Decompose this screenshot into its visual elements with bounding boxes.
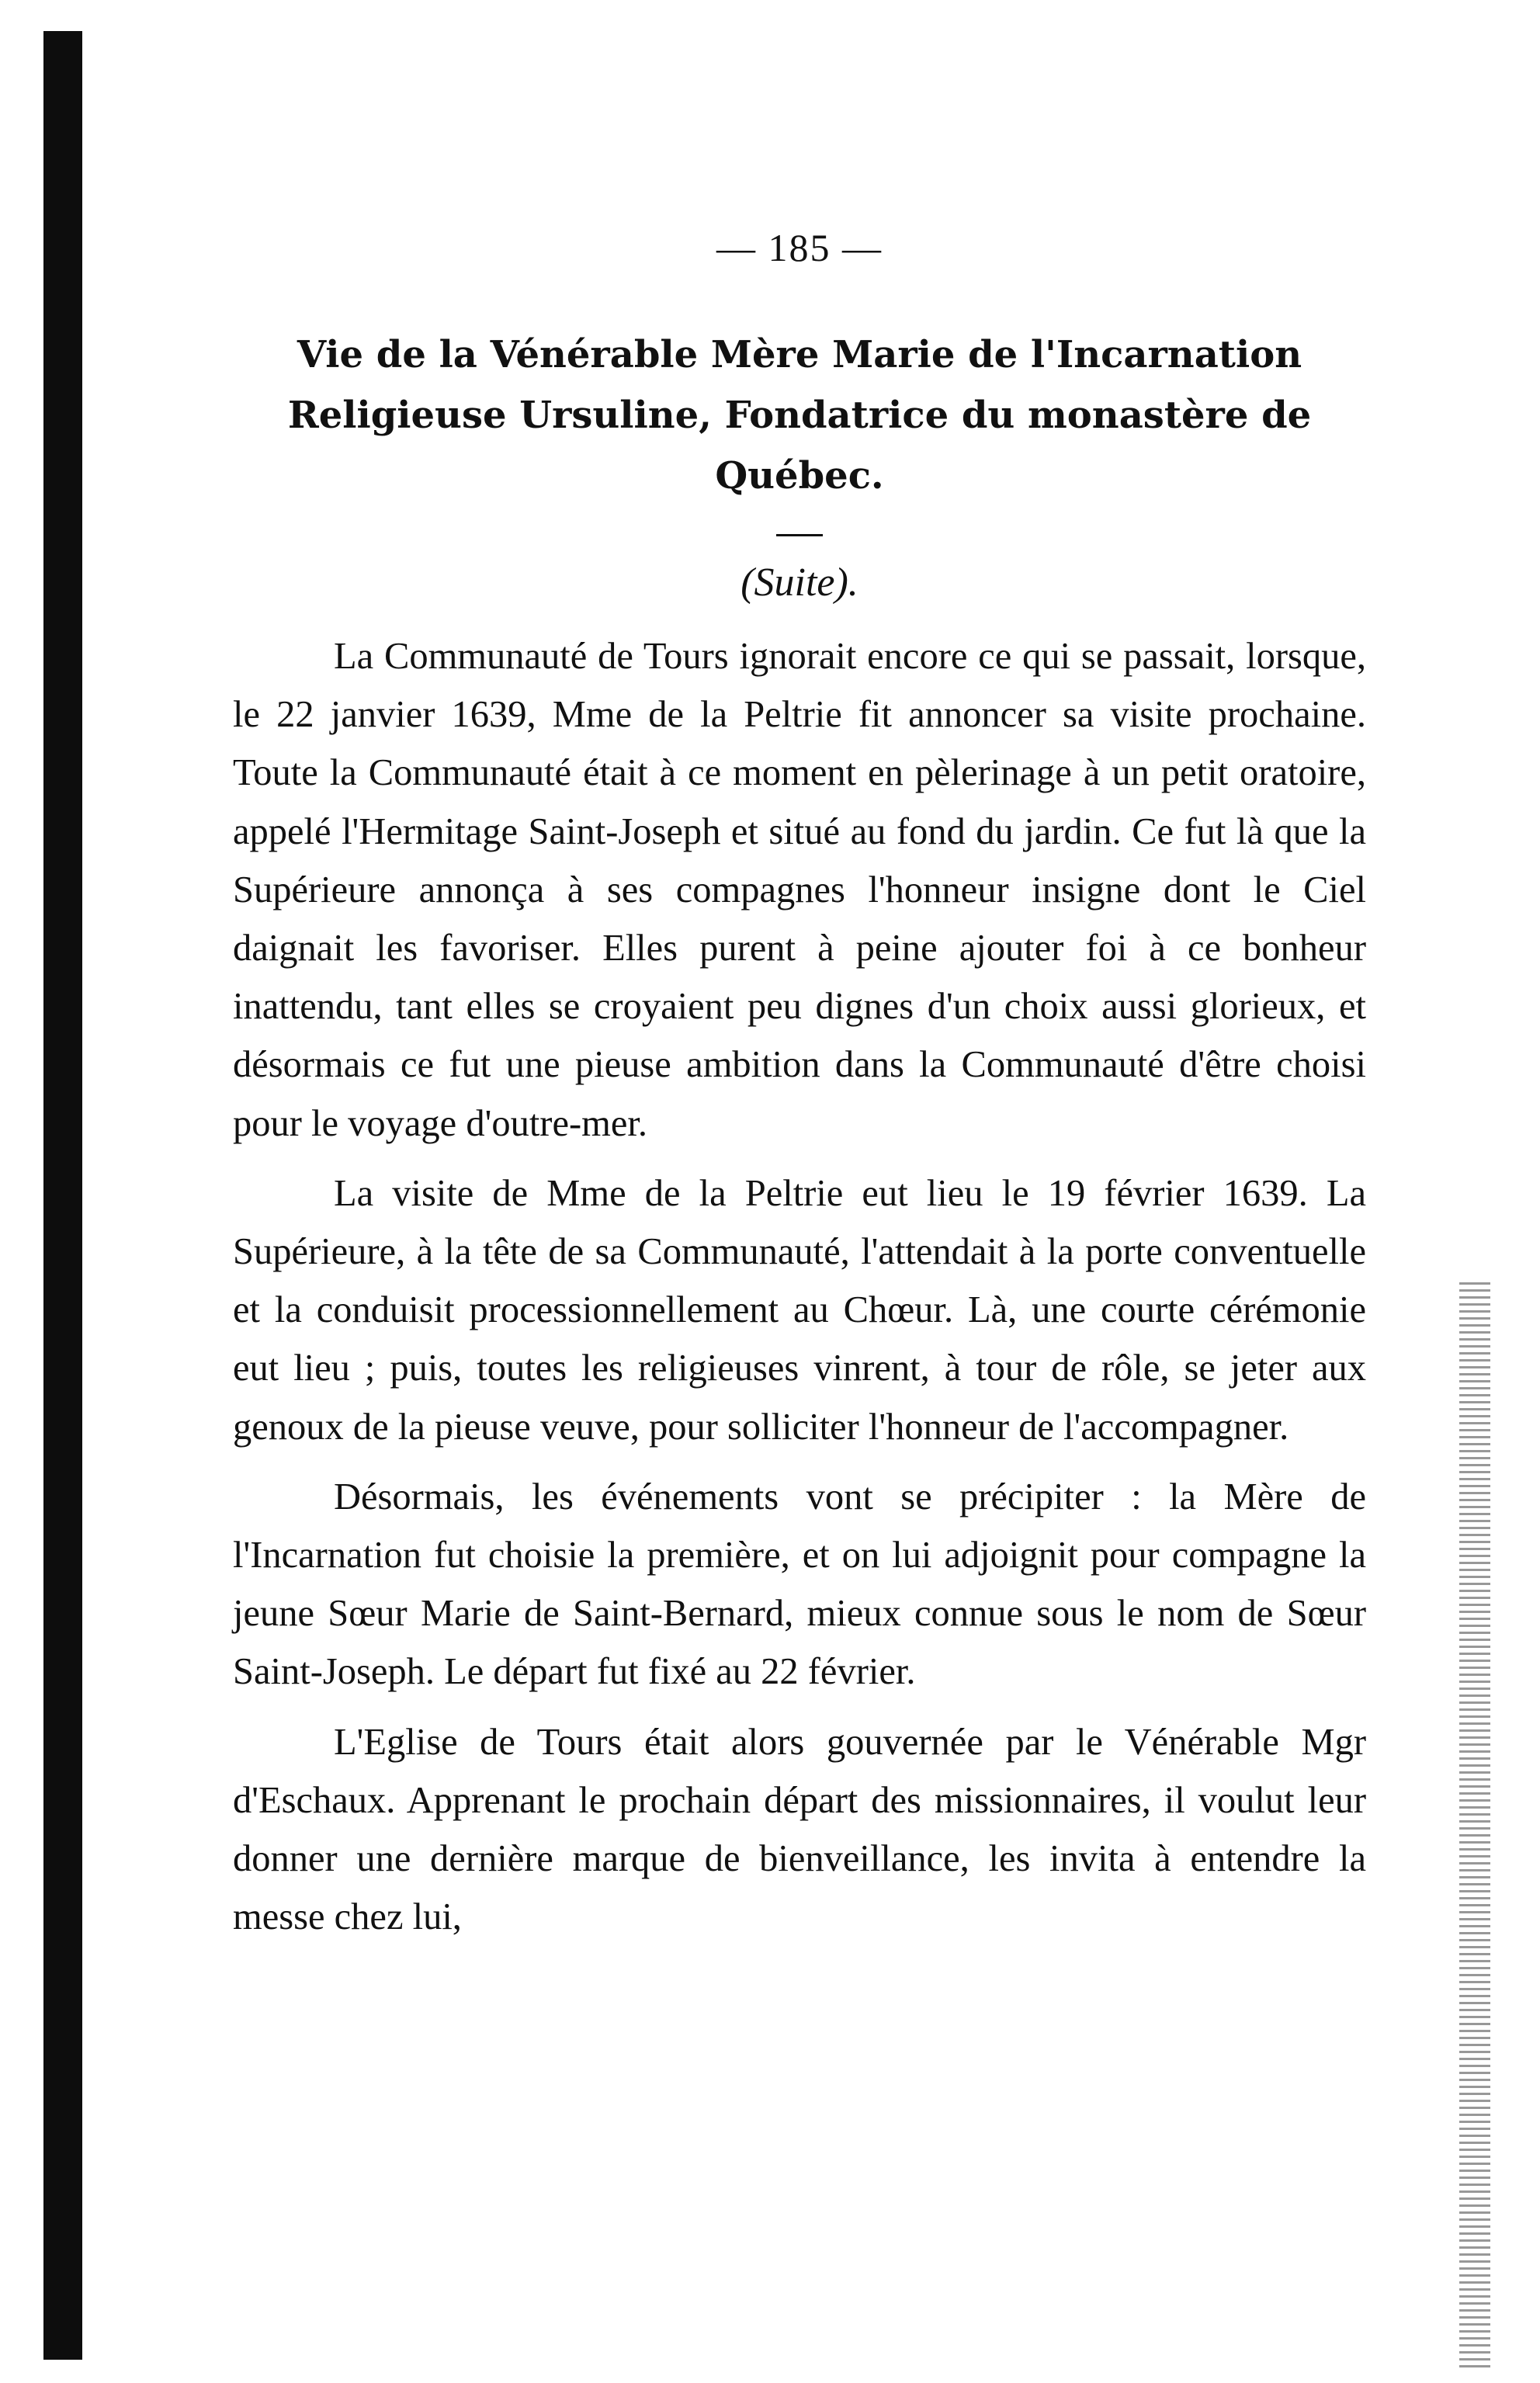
continued-label: (Suite). [741,560,858,605]
scan-page-edge [1459,1281,1490,2367]
paragraph-4: L'Eglise de Tours était alors gouvernée par le Vénérable Mgr d'Eschaux. Apprenant le prochain départ des missionnaires, il voulut leur donner une dernière marque de bienveillance, les invita à entendre la messe chez lui, [233,1721,1366,1938]
paragraph-3: Désormais, les événements vont se précipiter : la Mère de l'Incarnation fut choisie la première, et on lui adjoignit pour compagne la jeune Sœur Marie de Saint-Bernard, mieux connue sous le nom de Sœur Saint-Joseph. Le départ fut fixé au 22 février. [233,1476,1366,1693]
title-rule [776,534,823,536]
scan-binding-edge [43,31,82,2360]
chapter-title: Vie de la Vénérable Mère Marie de l'Incarnation Religieuse Ursuline, Fondatrice du monastère de Québec. [287,333,1312,498]
paragraph-1: La Communauté de Tours ignorait encore ce qui se passait, lorsque, le 22 janvier 1639, Mme de la Peltrie fit annoncer sa visite prochaine. Toute la Communauté était à ce moment en pèlerinage à un petit oratoire, appelé l'Hermitage Saint-Joseph et situé au fond du jardin. Ce fut là que la Supérieure annonça à ses compagnes l'honneur insigne dont le Ciel daignait les favoriser. Elles purent à peine ajouter foi à ce bonheur inattendu, tant elles se croyaient peu dignes d'un choix aussi glorieux, et désormais ce fut une pieuse ambition dans la Communauté d'être choisi pour le voyage d'outre-mer. [233,636,1366,1144]
page-number: — 185 — [716,226,883,269]
book-page [233,225,1366,1946]
paragraph-2: La visite de Mme de la Peltrie eut lieu le 19 février 1639. La Supérieure, à la tête de sa Communauté, l'attendait à la porte conventuelle et la conduisit processionnellement au Chœur. Là, une courte cérémonie eut lieu ; puis, toutes les religieuses vinrent, à tour de rôle, se jeter aux genoux de la pieuse veuve, pour solliciter l'honneur de l'accompagner. [233,1172,1366,1448]
